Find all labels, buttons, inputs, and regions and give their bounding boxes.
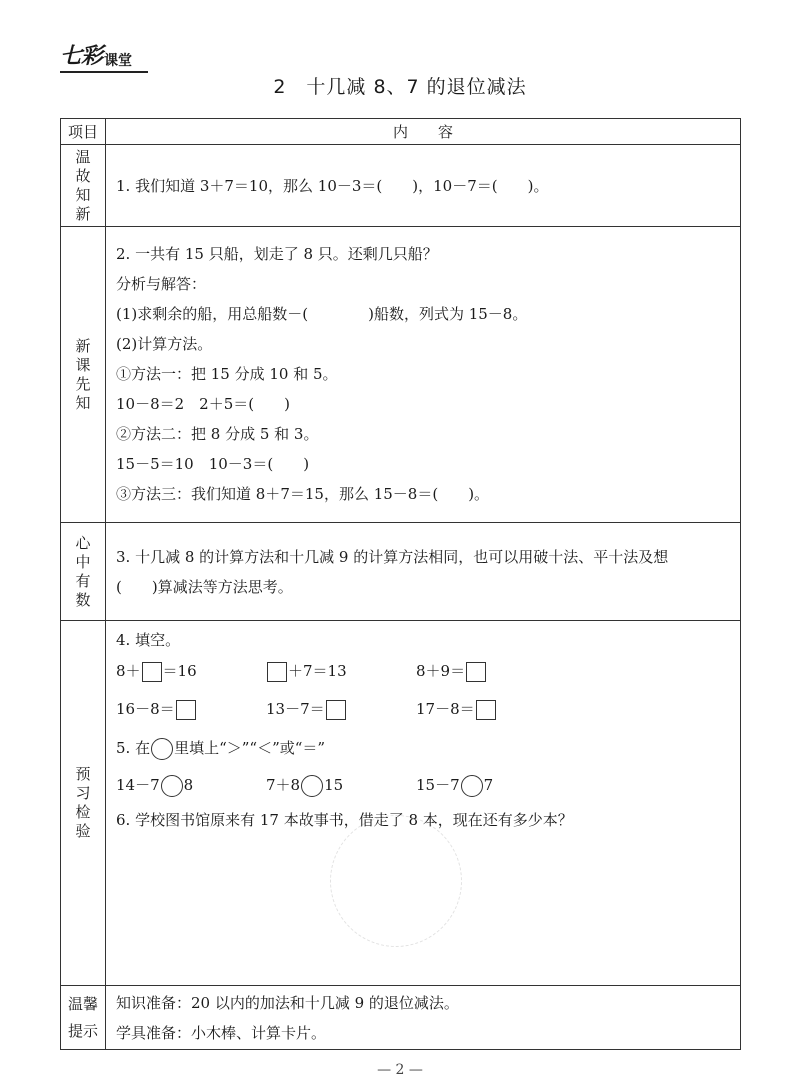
q5-row: 14－7 8 7＋8 15 15－7 7 [116, 769, 740, 801]
logo-main-text: 七彩 [60, 43, 103, 69]
lesson-table [60, 118, 741, 1050]
content-tips [106, 986, 741, 1050]
q2-line: 2. 一共有 15 只船，划走了 8 只。还剩几只船？ [116, 245, 438, 263]
header-content: 内 容 [106, 119, 741, 145]
q3-line: 3. 十几减 8 的计算方法和十几减 9 的计算方法相同，也可以用破十法、平十法及想 [116, 547, 669, 566]
table-header-row [61, 119, 741, 145]
content-preview [106, 621, 741, 986]
q2-line: ①方法一：把 15 分成 10 和 5。 [116, 365, 338, 383]
answer-box[interactable] [476, 700, 496, 720]
q2-line: ②方法二：把 8 分成 5 和 3。 [116, 425, 319, 443]
q6-text: 6. 学校图书馆原来有 17 本故事书，借走了 8 本，现在还有多少本？ [116, 811, 573, 829]
answer-box[interactable] [326, 700, 346, 720]
label-tips: 温馨 提示 [61, 986, 106, 1050]
row-mind [61, 523, 741, 621]
label-review: 温故知新 [61, 145, 106, 227]
logo-sub-text: 课堂 [104, 53, 133, 69]
row-preview [61, 621, 741, 986]
q3-line: ( )算减法等方法思考。 [116, 577, 293, 596]
compare-circle[interactable] [461, 775, 483, 797]
q2-line: (1)求剩余的船，用总船数－( )船数，列式为 15－8。 [116, 305, 528, 323]
header-item: 项目 [61, 119, 106, 145]
compare-circle[interactable] [161, 775, 183, 797]
row-review [61, 145, 741, 227]
content-review [106, 145, 741, 227]
q2-line: 10－8＝2 2＋5＝( ) [116, 395, 290, 413]
q4-row-1: 8＋ ＝16 ＋7＝13 8＋9＝ [116, 655, 740, 687]
row-new [61, 227, 741, 523]
q4-row-2: 16－8＝ 13－7＝ 17－8＝ [116, 693, 740, 725]
question-1: 1. 我们知道 3＋7＝10，那么 10－3＝( )，10－7＝( )。 [116, 176, 549, 195]
label-mind: 心中有数 [61, 523, 106, 621]
answer-box[interactable] [142, 662, 162, 682]
tip-tools: 学具准备：小木棒、计算卡片。 [116, 1023, 327, 1042]
answer-box[interactable] [176, 700, 196, 720]
q2-line: ③方法三：我们知道 8＋7＝15，那么 15－8＝( )。 [116, 485, 490, 503]
q2-line: (2)计算方法。 [116, 335, 213, 353]
content-new [106, 227, 741, 523]
label-preview: 预习检验 [61, 621, 106, 986]
q4-title: 4. 填空。 [116, 631, 181, 649]
q5-title: 5. 在 里填上“＞”“＜”或“＝” [116, 733, 740, 763]
q2-line: 分析与解答： [116, 275, 207, 293]
page-title: 2 十几减 8、7 的退位减法 [273, 76, 527, 98]
brand-logo [60, 44, 132, 70]
compare-circle[interactable] [301, 775, 323, 797]
circle-symbol [151, 738, 173, 760]
answer-box[interactable] [267, 662, 287, 682]
row-tips [61, 986, 741, 1050]
answer-box[interactable] [466, 662, 486, 682]
q2-line: 15－5＝10 10－3＝( ) [116, 455, 310, 473]
page-number: — 2 — [377, 1062, 423, 1078]
content-mind [106, 523, 741, 621]
tip-knowledge: 知识准备：20 以内的加法和十几减 9 的退位减法。 [116, 993, 459, 1012]
label-new: 新课先知 [61, 227, 106, 523]
